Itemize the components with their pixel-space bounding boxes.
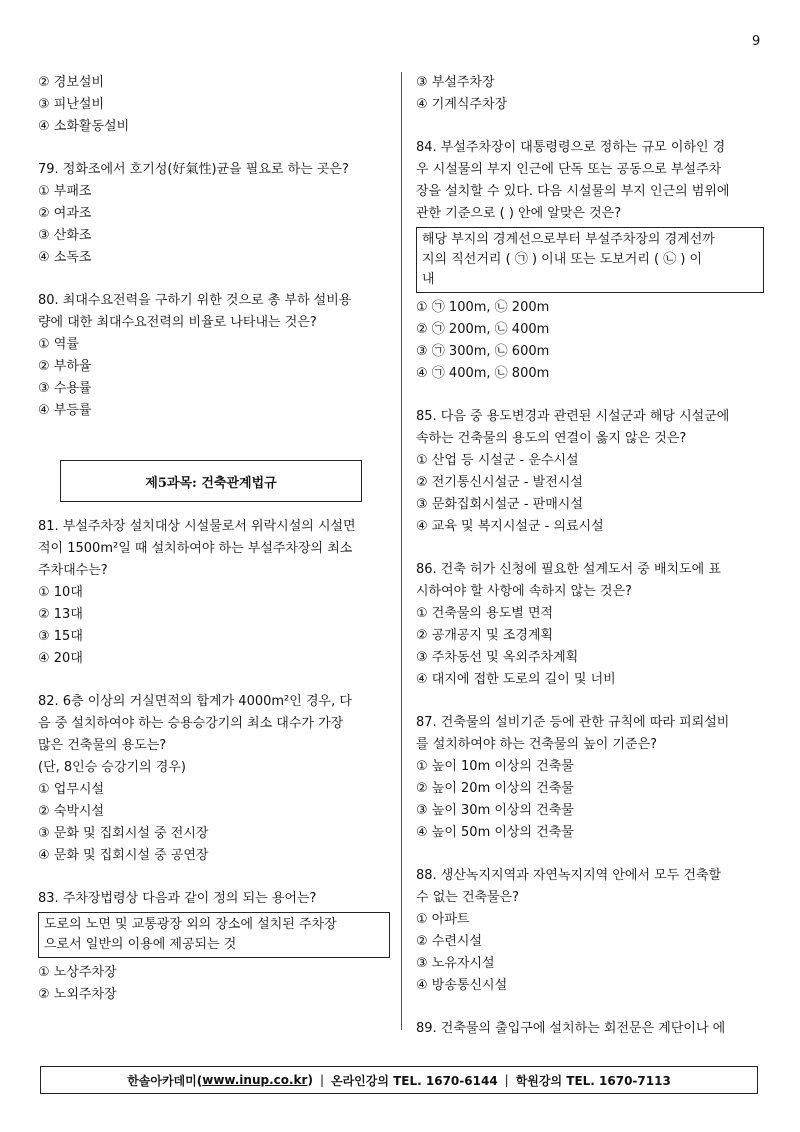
q83-tail	[416, 72, 764, 116]
question-text: 89. 건축물의 출입구에 설치하는 회전문은 계단이나 에	[416, 1021, 726, 1036]
question-text: 87. 건축물의 설비기준 등에 관한 규칙에 따라 피뢰설비	[416, 715, 730, 730]
question-82	[38, 691, 390, 867]
option: ③ 수용률	[38, 381, 92, 396]
question-text: 관한 기준으로 ( ) 안에 알맞은 것은?	[416, 206, 622, 221]
option: ④ 높이 50m 이상의 건축물	[416, 825, 574, 840]
online-phone: 온라인강의 TEL. 1670-6144	[330, 1073, 498, 1088]
question-84	[416, 137, 764, 385]
question-text: 88. 생산녹지지역과 자연녹지지역 안에서 모두 건축할	[416, 868, 722, 883]
subject-title: 제5과목: 건축관계법규	[60, 460, 362, 502]
question-text: 81. 부설주차장 설치대상 시설물로서 위락시설의 시설면	[38, 519, 356, 534]
question-text: 82. 6층 이상의 거실면적의 합계가 4000m²인 경우, 다	[38, 694, 352, 709]
question-80	[38, 290, 390, 422]
academy-close: )	[307, 1073, 313, 1087]
question-text: 84. 부설주차장이 대통령령으로 정하는 규모 이하인 경	[416, 140, 726, 155]
page-number: 9	[752, 34, 761, 49]
option: ③ 피난설비	[38, 97, 105, 112]
question-87	[416, 712, 764, 844]
offline-phone: 학원강의 TEL. 1670-7113	[515, 1073, 671, 1088]
option: ④ 교육 및 복지시설군 - 의료시설	[416, 519, 604, 534]
option: ① ㉠ 100m, ㉡ 200m	[416, 300, 550, 315]
option: ② 숙박시설	[38, 804, 105, 819]
option: ① 업무시설	[38, 782, 105, 797]
option: ③ 부설주차장	[416, 75, 495, 90]
option: ② 공개공지 및 조경계획	[416, 628, 554, 643]
footer-bar	[40, 1066, 758, 1094]
option: ③ 노유자시설	[416, 956, 495, 971]
academy-name: 한솔아카데미(	[127, 1073, 203, 1088]
box-line: 지의 직선거리 ( ㉠ ) 이내 또는 도보거리 ( ㉡ ) 이	[422, 252, 703, 267]
box-line: 으로서 일반의 이용에 제공되는 것	[44, 937, 237, 952]
option: ② 전기통신시설군 - 발전시설	[416, 475, 583, 490]
option: ③ 산화조	[38, 228, 92, 243]
option: ④ 소화활동설비	[38, 119, 130, 134]
option: ② 13대	[38, 607, 83, 622]
option: ① 산업 등 시설군 - 운수시설	[416, 453, 579, 468]
option: ① 역률	[38, 337, 79, 352]
question-text: (단, 8인승 승강기의 경우)	[38, 760, 186, 775]
question-text: 우 시설물의 부지 인근에 단독 또는 공동으로 부설주차	[416, 162, 722, 177]
question-text: 속하는 건축물의 용도의 연결이 옳지 않은 것은?	[416, 431, 687, 446]
option: ① 10대	[38, 585, 83, 600]
option: ③ ㉠ 300m, ㉡ 600m	[416, 344, 550, 359]
question-text: 85. 다음 중 용도변경과 관련된 시설군과 해당 시설군에	[416, 409, 730, 424]
question-text: 음 중 설치하여야 하는 승용승강기의 최소 대수가 가장	[38, 716, 344, 731]
option: ④ 대지에 접한 도로의 길이 및 너비	[416, 672, 616, 687]
option: ① 아파트	[416, 912, 470, 927]
question-text: 장을 설치할 수 있다. 다음 시설물의 부지 인근의 범위에	[416, 184, 730, 199]
question-text: 79. 정화조에서 호기성(好氣性)균을 필요로 하는 곳은?	[38, 162, 349, 177]
option: ④ 20대	[38, 651, 83, 666]
question-85	[416, 406, 764, 538]
option: ④ 기계식주차장	[416, 97, 508, 112]
option: ② 노외주차장	[38, 987, 117, 1002]
question-88	[416, 865, 764, 997]
question-text: 시하여야 할 사항에 속하지 않는 것은?	[416, 584, 632, 599]
option: ① 높이 10m 이상의 건축물	[416, 759, 574, 774]
box-line: 내	[422, 272, 435, 287]
right-column	[416, 72, 764, 1040]
option: ④ ㉠ 400m, ㉡ 800m	[416, 366, 550, 381]
option: ④ 방송통신시설	[416, 978, 508, 993]
column-divider	[401, 72, 402, 1030]
question-text: 86. 건축 허가 신청에 필요한 설계도서 중 배치도에 표	[416, 562, 721, 577]
question-79	[38, 159, 390, 269]
option: ② ㉠ 200m, ㉡ 400m	[416, 322, 550, 337]
question-89	[416, 1018, 764, 1040]
separator: |	[319, 1073, 324, 1087]
option: ① 부패조	[38, 184, 92, 199]
question-81	[38, 516, 390, 670]
option: ④ 소독조	[38, 250, 92, 265]
option: ② 경보설비	[38, 75, 105, 90]
definition-box	[38, 912, 390, 958]
separator: |	[504, 1073, 509, 1087]
option: ③ 문화집회시설군 - 판매시설	[416, 497, 583, 512]
question-text: 80. 최대수요전력을 구하기 위한 것으로 총 부하 설비용	[38, 293, 352, 308]
option: ① 노상주차장	[38, 965, 117, 980]
question-text: 량에 대한 최대수요전력의 비율로 나타내는 것은?	[38, 315, 317, 330]
option: ② 수련시설	[416, 934, 483, 949]
question-text: 83. 주차장법령상 다음과 같이 정의 되는 용어는?	[38, 891, 317, 906]
question-text: 를 설치하여야 하는 건축물의 높이 기준은?	[416, 737, 658, 752]
academy-link[interactable]: www.inup.co.kr	[202, 1073, 308, 1087]
option: ③ 15대	[38, 629, 83, 644]
left-column	[38, 72, 390, 1006]
option: ④ 부등률	[38, 403, 92, 418]
question-83	[38, 888, 390, 1006]
option: ④ 문화 및 집회시설 중 공연장	[38, 848, 209, 863]
option: ② 여과조	[38, 206, 92, 221]
q78-tail	[38, 72, 390, 138]
option: ③ 주차동선 및 옥외주차계획	[416, 650, 579, 665]
question-text: 많은 건축물의 용도는?	[38, 738, 167, 753]
option: ② 부하율	[38, 359, 92, 374]
question-86	[416, 559, 764, 691]
option: ③ 높이 30m 이상의 건축물	[416, 803, 574, 818]
question-text: 적이 1500m²일 때 설치하여야 하는 부설주차장의 최소	[38, 541, 353, 556]
condition-box	[416, 227, 764, 293]
box-line: 도로의 노면 및 교통광장 외의 장소에 설치된 주차장	[44, 917, 337, 932]
option: ① 건축물의 용도별 면적	[416, 606, 554, 621]
box-line: 해당 부지의 경계선으로부터 부설주차장의 경계선까	[422, 232, 715, 247]
option: ② 높이 20m 이상의 건축물	[416, 781, 574, 796]
question-text: 수 없는 건축물은?	[416, 890, 520, 905]
option: ③ 문화 및 집회시설 중 전시장	[38, 826, 209, 841]
question-text: 주차대수는?	[38, 563, 108, 578]
